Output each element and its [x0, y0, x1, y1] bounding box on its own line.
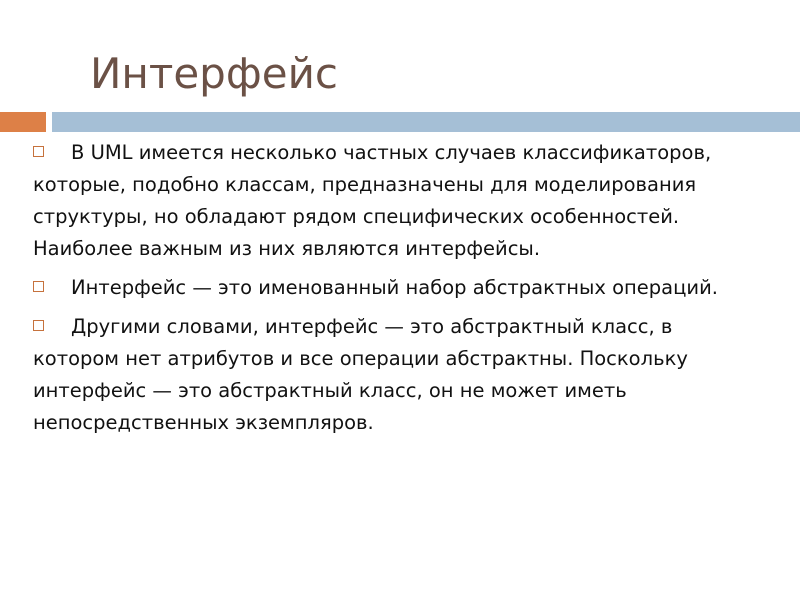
bullet-list — [33, 137, 763, 446]
bullet-paragraph — [33, 137, 763, 265]
square-bullet-icon — [33, 320, 44, 331]
accent-bar — [0, 112, 46, 132]
square-bullet-icon — [33, 146, 44, 157]
square-bullet-icon — [33, 281, 44, 292]
bullet-text: В UML имеется несколько частных случаев классификаторов, которые, подобно классам, предназначены для моделирования структуры, но обладают рядом специфических особенностей. Наиболее важным из них являются интерфейсы. — [33, 141, 712, 260]
title-underline-bar — [52, 112, 800, 132]
bullet-text: Другими словами, интерфейс — это абстрактный класс, в котором нет атрибутов и все операции абстрактны. Поскольку интерфейс — это абстрактный класс, он не может иметь непосредственных экземпляров. — [33, 315, 688, 434]
bullet-paragraph — [33, 311, 763, 439]
bullet-text: Интерфейс — это именованный набор абстрактных операций. — [71, 276, 718, 299]
slide-title: Интерфейс — [90, 49, 338, 98]
bullet-paragraph — [33, 272, 763, 304]
